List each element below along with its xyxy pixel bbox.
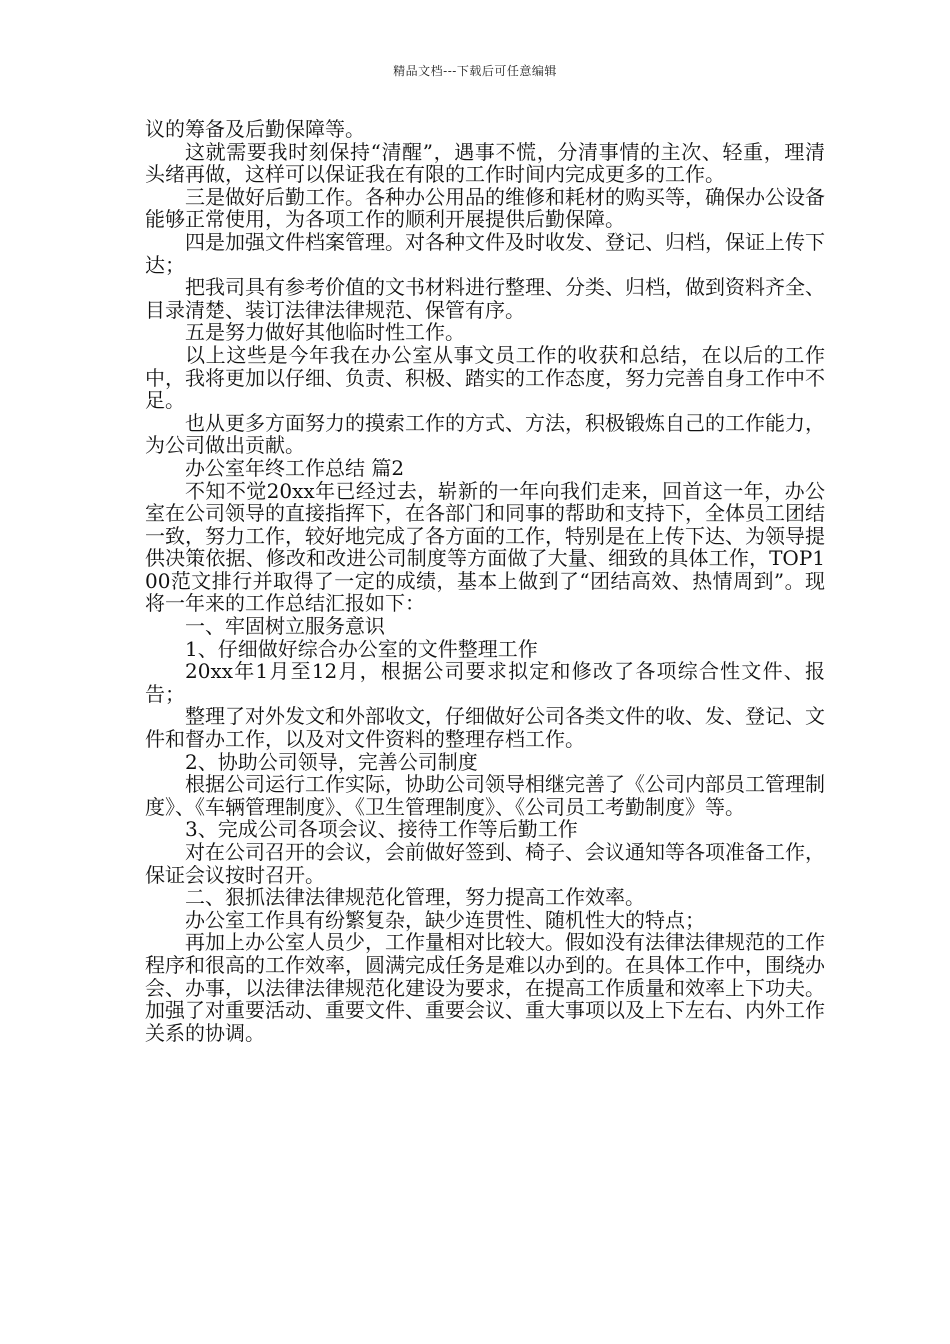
subsection-heading: 1、仔细做好综合办公室的文件整理工作 — [185, 636, 538, 661]
paragraph: 不知不觉20xx年已经过去，崭新的一年向我们走来，回首这一年，办公室在公司领导的直接指挥下，在各部门和同事的帮助和支持下，全体员工团结一致，努力工作，较好地完成了各方面的工作，特别是在上传下达、为领导提供决策依据、修改和改进公司制度等方面做了大量、细致的具体工作，TOP100范文排行并取得了一定的成绩，基本上做到了“团结高效、热情周到”。现将一年来的工作总结汇报如下： — [145, 478, 825, 616]
paragraph: 三是做好后勤工作。各种办公用品的维修和耗材的购买等，确保办公设备能够正常使用，为各项工作的顺利开展提供后勤保障。 — [145, 184, 825, 232]
subsection-heading: 2、协助公司领导，完善公司制度 — [185, 749, 478, 774]
paragraph: 根据公司运行工作实际，协助公司领导相继完善了《公司内部员工管理制度》、《车辆管理制度》、《卫生管理制度》、《公司员工考勤制度》等。 — [145, 772, 825, 819]
document-body — [145, 118, 825, 1044]
subsection-heading: 3、完成公司各项会议、接待工作等后勤工作 — [185, 817, 578, 842]
paragraph: 20xx年1月至12月，根据公司要求拟定和修改了各项综合性文件、报告； — [145, 659, 825, 706]
section-heading: 二、狠抓法律法律规范化管理，努力提高工作效率。 — [185, 885, 645, 910]
paragraph: 对在公司召开的会议，会前做好签到、椅子、会议通知等各项准备工作，保证会议按时召开。 — [145, 840, 825, 887]
paragraph: 五是努力做好其他临时性工作。 — [185, 320, 465, 345]
paragraph: 整理了对外发文和外部收文，仔细做好公司各类文件的收、发、登记、文件和督办工作，以及对文件资料的整理存档工作。 — [145, 704, 825, 752]
section-heading: 一、牢固树立服务意识 — [185, 614, 385, 639]
paragraph: 也从更多方面努力的摸索工作的方式、方法，积极锻炼自己的工作能力，为公司做出贡献。 — [145, 410, 825, 458]
paragraph: 办公室工作具有纷繁复杂，缺少连贯性、随机性大的特点； — [185, 907, 705, 932]
page-header: 精品文档---下载后可任意编辑 — [393, 64, 557, 78]
paragraph: 以上这些是今年我在办公室从事文员工作的收获和总结，在以后的工作中，我将更加以仔细、负责、积极、踏实的工作态度，努力完善自身工作中不足。 — [145, 342, 825, 413]
paragraph: 把我司具有参考价值的文书材料进行整理、分类、归档，做到资料齐全、目录清楚、装订法律法律规范、保管有序。 — [145, 275, 825, 322]
paragraph: 四是加强文件档案管理。对各种文件及时收发、登记、归档，保证上传下达； — [145, 229, 825, 277]
paragraph: 议的筹备及后勤保障等。 — [145, 117, 365, 141]
paragraph: 再加上办公室人员少，工作量相对比较大。假如没有法律法律规范的工作程序和很高的工作效率，圆满完成任务是难以办到的。在具体工作中，围绕办会、办事，以法律法律规范化建设为要求，在提高工作质量和效率上下功夫。加强了对重要活动、重要文件、重要会议、重大事项以及上下左右、内外工作关系的协调。 — [145, 930, 825, 1045]
paragraph: 这就需要我时刻保持“清醒”，遇事不慌，分清事情的主次、轻重，理清头绪再做，这样可以保证我在有限的工作时间内完成更多的工作。 — [145, 139, 825, 187]
section-heading: 办公室年终工作总结 篇2 — [185, 455, 405, 480]
